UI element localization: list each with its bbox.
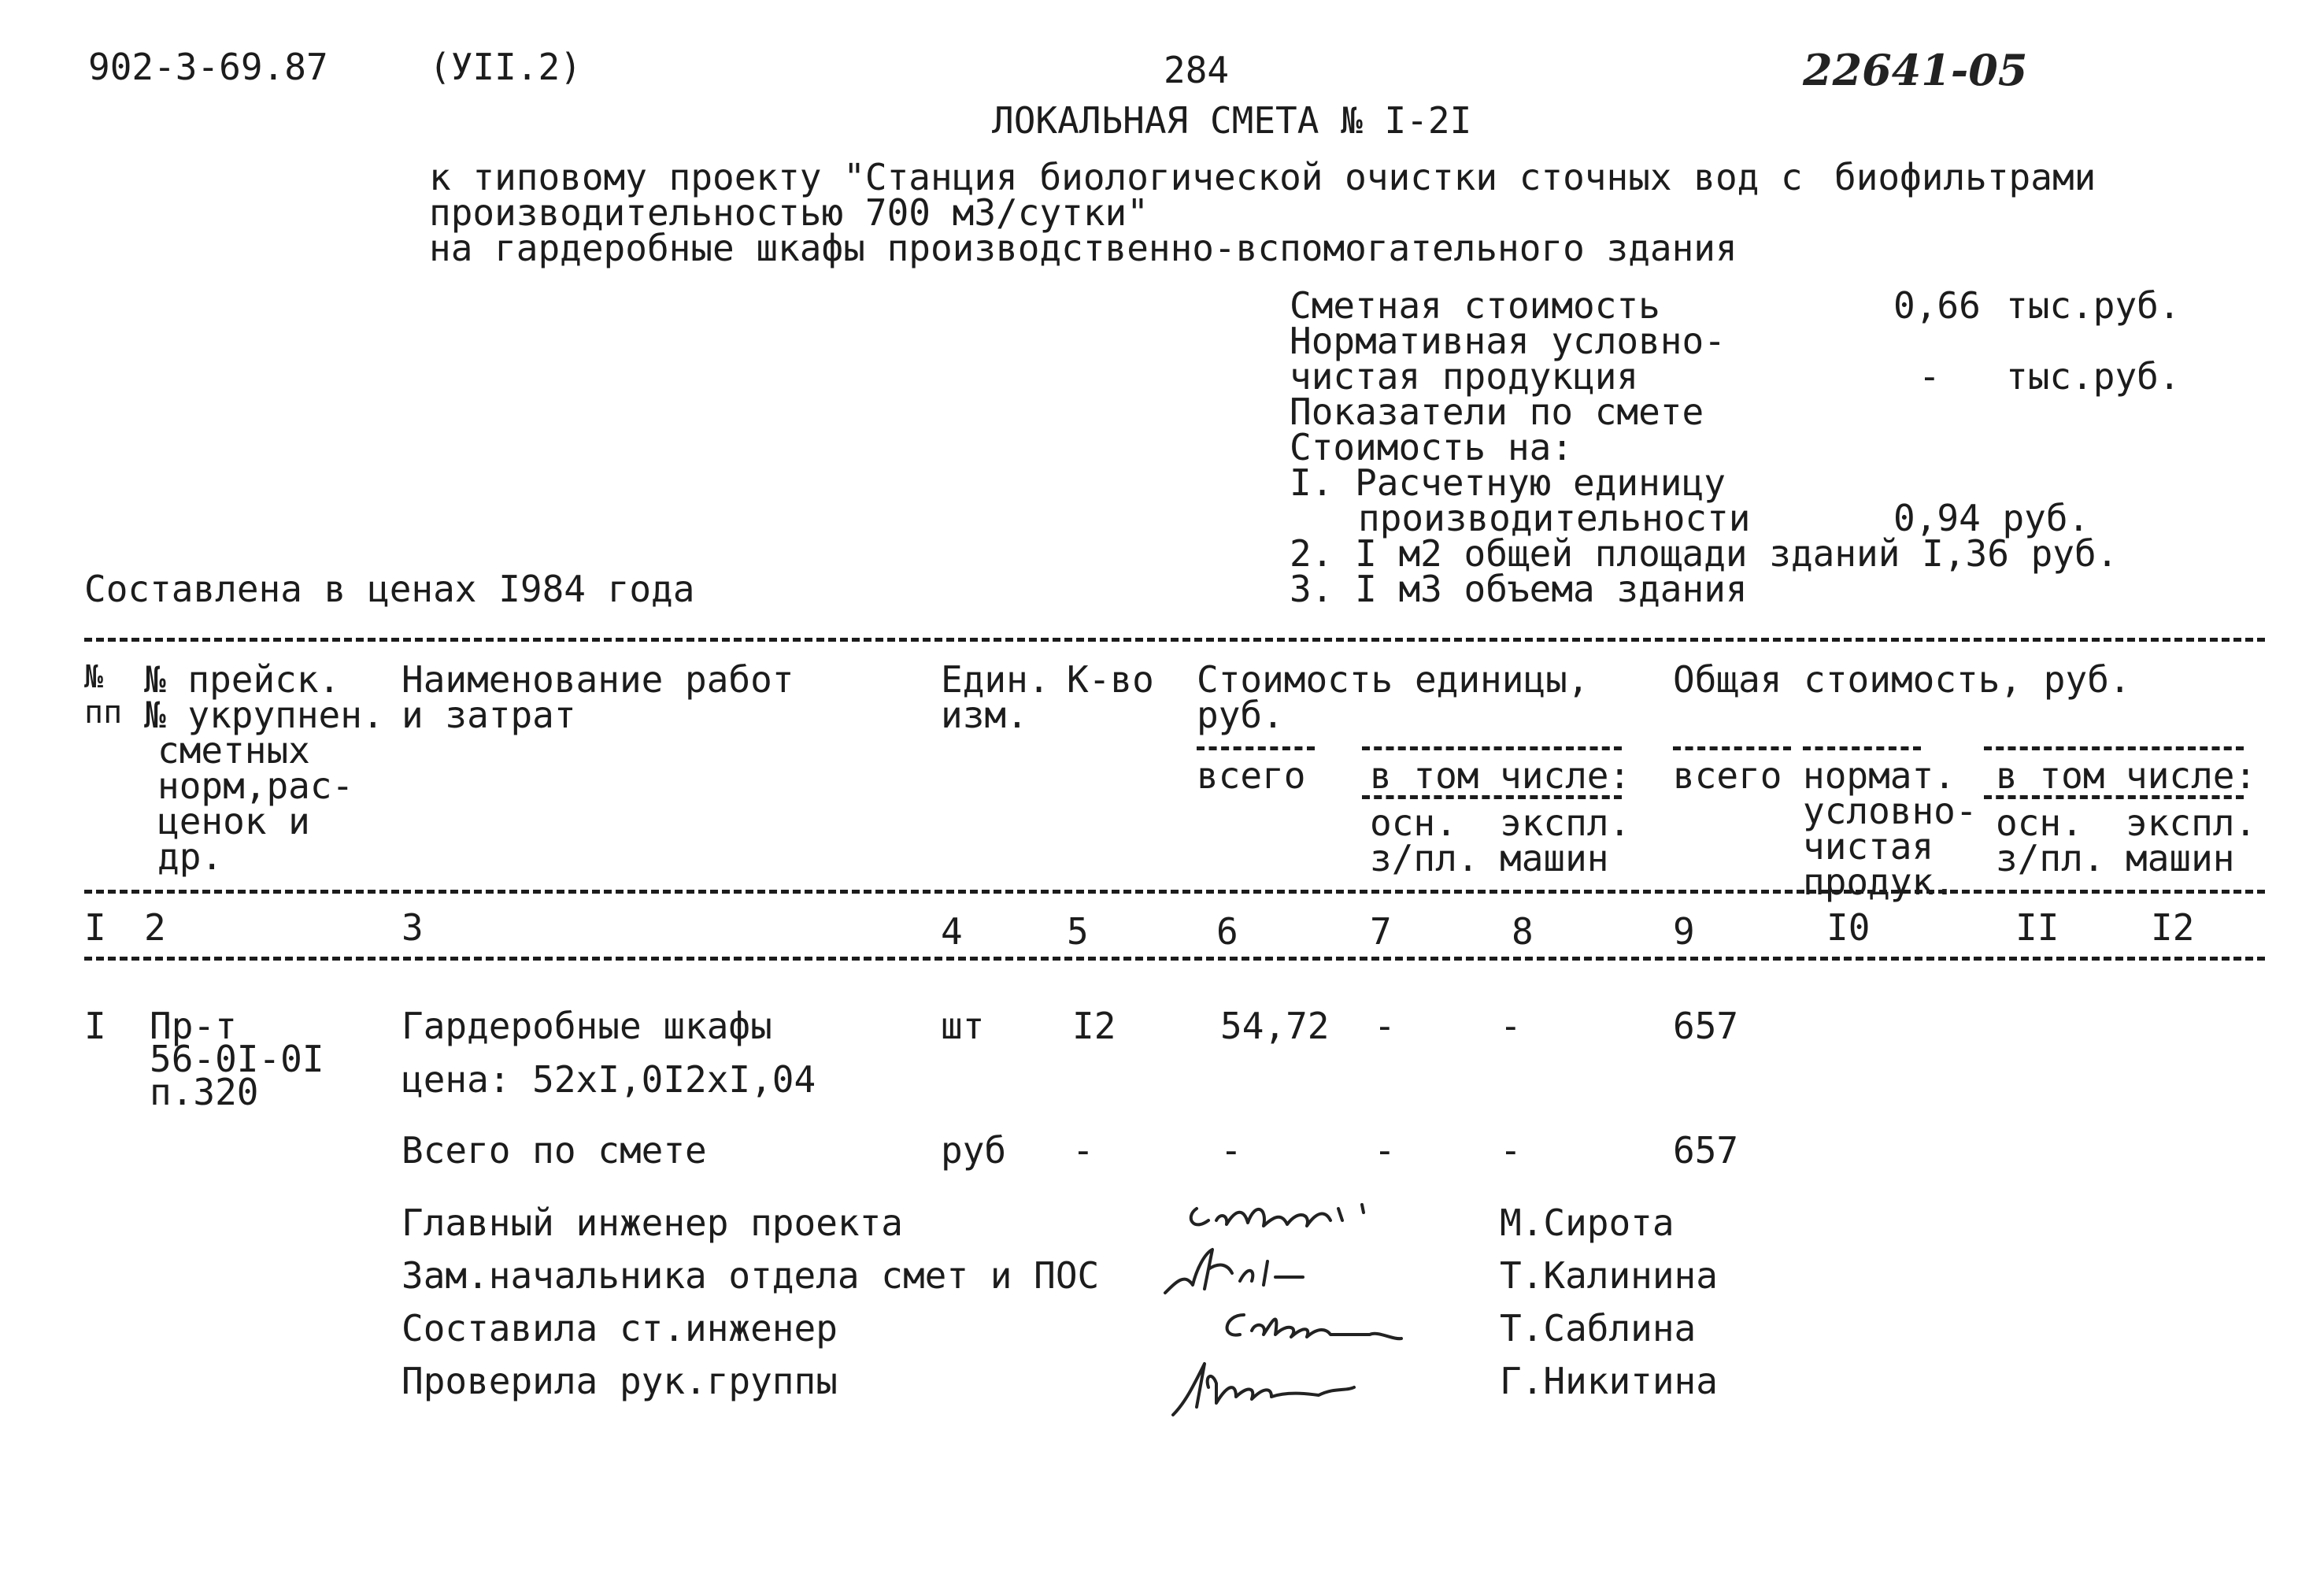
album-number: (УII.2) xyxy=(429,46,582,88)
col1-header-l2: пп xyxy=(84,694,123,731)
normat-subheader-l3: чистая xyxy=(1803,825,1934,868)
norm-unit: тыс.руб. xyxy=(2006,355,2181,398)
table-top-rule xyxy=(84,638,2265,642)
column-number: 6 xyxy=(1216,910,1238,953)
column-number: 9 xyxy=(1673,910,1695,953)
unit-wage-subheader-l2: з/пл. xyxy=(1370,837,1479,879)
row-total: 657 xyxy=(1673,1005,1739,1047)
item1-value: 0,94 руб. xyxy=(1893,497,2090,539)
col3-header-l2: и затрат xyxy=(402,694,576,736)
totals-unit-wage: - xyxy=(1374,1129,1396,1172)
unit-cost-subheader-rule xyxy=(1197,746,1315,750)
total-subheader: всего xyxy=(1673,754,1782,797)
col2-header-l1: № прейск. xyxy=(144,658,341,701)
col5-header: К-во xyxy=(1067,658,1154,701)
totals-total: 657 xyxy=(1673,1129,1739,1172)
total-wage-subheader-l2: з/пл. xyxy=(1996,837,2105,879)
column-number: 4 xyxy=(941,910,963,953)
row-number: I xyxy=(84,1005,106,1047)
signature-role: Главный инженер проекта xyxy=(402,1201,903,1244)
column-number: 5 xyxy=(1067,910,1089,953)
column-number: 3 xyxy=(402,906,424,949)
handwritten-signature xyxy=(1161,1348,1397,1427)
cost-per-label: Стоимость на: xyxy=(1290,426,1574,468)
norm-label-1: Нормативная условно- xyxy=(1290,320,1726,362)
item1-label-1: I. Расчетную единицу xyxy=(1290,461,1726,504)
unit-breakdown-rule xyxy=(1362,746,1622,750)
row-unit-wage: - xyxy=(1374,1005,1396,1047)
totals-quantity: - xyxy=(1072,1129,1094,1172)
row-code-l1: Пр-т xyxy=(150,1005,237,1047)
normat-subheader-l4: продук. xyxy=(1803,861,1956,903)
prices-year: Составлена в ценах I984 года xyxy=(84,568,695,610)
col4-header-l1: Един. xyxy=(941,658,1050,701)
item2-label: 2. I м2 общей площади зданий I,36 руб. xyxy=(1290,532,2119,575)
col2-header-l5: ценок и xyxy=(157,800,310,842)
column-number: 2 xyxy=(144,906,166,949)
indicators-label: Показатели по смете xyxy=(1290,391,1704,433)
row-quantity: I2 xyxy=(1072,1005,1116,1047)
column-number: 8 xyxy=(1512,910,1534,953)
totals-label: Всего по смете xyxy=(402,1129,707,1172)
unit-total-subheader: всего xyxy=(1197,754,1306,797)
total-machine-subheader-l2: машин xyxy=(2126,837,2235,879)
norm-value: - xyxy=(1919,355,1941,398)
subtitle-line-1-tail: биофильтрами xyxy=(1834,156,2096,198)
unit-cost-header-l2: руб. xyxy=(1197,694,1284,736)
column-numbers-rule xyxy=(84,957,2265,961)
unit-wage-subheader-l1: осн. xyxy=(1370,802,1457,844)
unit-in-that-subheader: в том xyxy=(1370,754,1479,797)
unit-cost-header-l1: Стоимость единицы, xyxy=(1197,658,1589,701)
inventory-number: 22641-05 xyxy=(1803,45,2028,95)
row-price-note: цена: 52хI,0I2хI,04 xyxy=(402,1058,816,1101)
signatory-name: М.Сирота xyxy=(1500,1201,1675,1244)
signature-role: Зам.начальника отдела смет и ПОС xyxy=(402,1254,1100,1297)
column-number: I xyxy=(84,906,106,949)
cost-unit: тыс.руб. xyxy=(2006,284,2181,327)
subtitle-line-1: к типовому проекту "Станция биологической очистки сточных вод с xyxy=(429,156,1803,198)
column-number: 7 xyxy=(1370,910,1392,953)
totals-unit-total: - xyxy=(1220,1129,1242,1172)
total-machine-subheader-l1: экспл. xyxy=(2126,802,2257,844)
total-cost-subheader-rule xyxy=(1673,746,1791,750)
total-breakdown-rule xyxy=(1984,746,2244,750)
total-including-subheader: числе: xyxy=(2126,754,2257,797)
total-cost-header: Общая стоимость, руб. xyxy=(1673,658,2131,701)
normat-subheader-l2: условно- xyxy=(1803,790,1978,832)
signature-role: Составила ст.инженер xyxy=(402,1307,838,1350)
row-unit: шт xyxy=(941,1005,985,1047)
unit-machine-subheader-l1: экспл. xyxy=(1500,802,1631,844)
col3-header-l1: Наименование работ xyxy=(402,658,794,701)
row-code-l3: п.320 xyxy=(150,1071,259,1113)
subtitle-line-3: на гардеробные шкафы производственно-вспомогательного здания xyxy=(429,227,1737,269)
project-code: 902-3-69.87 xyxy=(88,46,328,88)
unit-machine-subheader-l2: машин xyxy=(1500,837,1609,879)
col4-header-l2: изм. xyxy=(941,694,1028,736)
item1-label-2: производительности xyxy=(1358,497,1751,539)
column-number: I0 xyxy=(1826,906,1871,949)
totals-unit-machine: - xyxy=(1500,1129,1522,1172)
signatory-name: Т.Калинина xyxy=(1500,1254,1718,1297)
normat-subheader-rule xyxy=(1803,746,1921,750)
total-in-that-subheader: в том xyxy=(1996,754,2105,797)
item3-label: 3. I м3 объема здания xyxy=(1290,568,1748,610)
row-name: Гардеробные шкафы xyxy=(402,1005,772,1047)
cost-value: 0,66 xyxy=(1893,284,1981,327)
col1-header-l1: № xyxy=(84,659,104,695)
col2-header-l3: сметных xyxy=(157,729,310,772)
normat-subheader-l1: нормат. xyxy=(1803,754,1956,797)
col2-header-l2: № укрупнен. xyxy=(144,694,384,736)
row-unit-total: 54,72 xyxy=(1220,1005,1330,1047)
total-wage-subheader-l1: осн. xyxy=(1996,802,2083,844)
col2-header-l6: др. xyxy=(157,835,224,878)
page-number: 284 xyxy=(1164,49,1230,91)
col2-header-l4: норм,рас- xyxy=(157,765,354,807)
column-number: I2 xyxy=(2151,906,2195,949)
signatory-name: Г.Никитина xyxy=(1500,1360,1718,1402)
column-number: II xyxy=(2015,906,2059,949)
signature-role: Проверила рук.группы xyxy=(402,1360,838,1402)
row-unit-machine: - xyxy=(1500,1005,1522,1047)
totals-unit: руб xyxy=(941,1129,1007,1172)
signatory-name: Т.Саблина xyxy=(1500,1307,1697,1350)
cost-label: Сметная стоимость xyxy=(1290,284,1660,327)
unit-including-subheader: числе: xyxy=(1500,754,1631,797)
row-code-l2: 56-0I-0I xyxy=(150,1038,324,1080)
document-title: ЛОКАЛЬНАЯ СМЕТА № I-2I xyxy=(992,99,1472,142)
norm-label-2: чистая продукция xyxy=(1290,355,1639,398)
subtitle-line-2: производительностью 700 м3/сутки" xyxy=(429,191,1149,234)
